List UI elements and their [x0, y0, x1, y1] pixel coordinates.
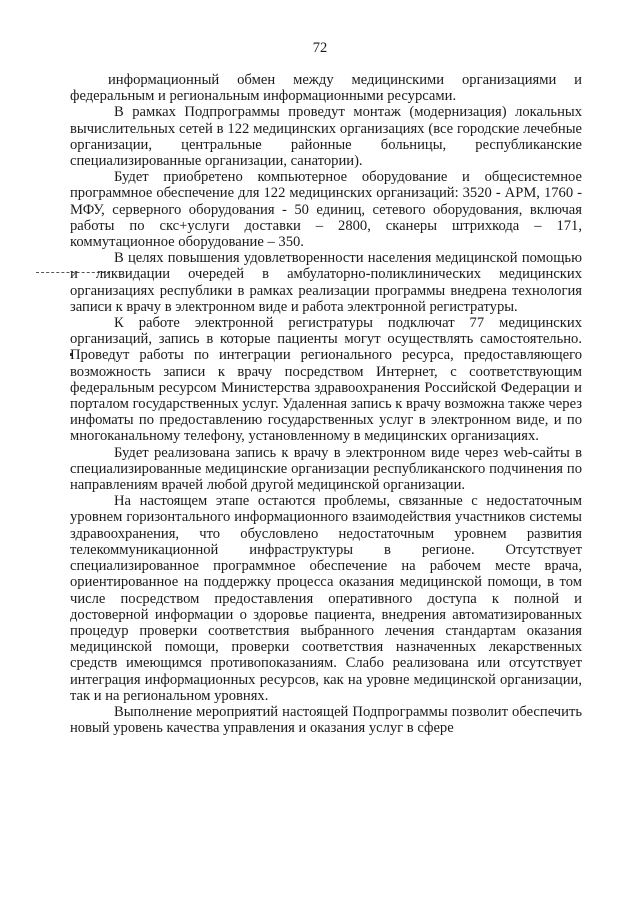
paragraph-outcome: Выполнение мероприятий настоящей Подпрограммы позволит обеспечить новый уровень качества управления и оказания услуг в сфере [70, 703, 582, 737]
page-number: 72 [312, 40, 328, 56]
paragraph-problems: На настоящем этапе остаются проблемы, связанные с недостаточным уровнем горизонтального информационного взаимодействия участников системы здравоохранения, что обусловлено недостаточным уровнем развития телекоммуникационной инфраструктуры в регионе. Отсутствует специализированное программное обеспечение на рабочем месте врача, ориентированное на поддержку процесса оказания медицинской помощи, в том числе посредством предоставления оперативного доступа к полной и достоверной информации о здоровье пациента, внедрения автоматизированных процедур проверки соответствия выбранного лечения стандартам оказания медицинской помощи, проверки соответствия назначенных лекарственных средств имеющимся противопоказаниям. Слабо реализована или отсутствует интеграция информационных ресурсов, как на уровне медицинской организации, так и на региональном уровнях. [70, 493, 582, 704]
paragraph-electronic-appointment: В целях повышения удовлетворенности населения медицинской помощью и ликвидации очередей в амбулаторно-поликлинических медицинских организациях республики в рамках реализации программы внедрена технология записи к врачу в электронном виде и работа электронной регистратуры. [70, 250, 582, 315]
paragraph-registry: К работе электронной регистратуры подключат 77 медицинских организаций, запись в которые пациенты могут осуществлять самостоятельно. Проведут работы по интеграции регионального ресурса, предоставляющего возможность записи к врачу посредством Интернет, с соответствующим федеральным ресурсом Министерства здравоохранения Российской Федерации и порталом государственных услуг. Удаленная запись к врачу возможна также через инфоматы по предоставлению государственных услуг в электронном виде, и по многоканальному телефону, установленному в медицинских организациях. [70, 315, 582, 445]
paragraph-continued: информационный обмен между медицинскими организациями и федеральным и региональным информационными ресурсами. [70, 72, 582, 105]
paragraph-equipment: Будет приобретено компьютерное оборудование и общесистемное программное обеспечение для 122 медицинских организаций: 3520 - АРМ, 1760 - МФУ, серверного оборудования - 50 единиц, сетевого оборудования, включая работы по скс+услуги доставки – 2800, сканеры штрихкода – 171, коммутационное оборудование – 350. [70, 169, 582, 251]
document-body [70, 72, 582, 736]
paragraph-web-sites: Будет реализована запись к врачу в электронном виде через web-сайты в специализированные медицинские организации республиканского подчинения по направлениям врачей любой другой медицинской организации. [70, 444, 582, 494]
paragraph-networks: В рамках Подпрограммы проведут монтаж (модернизация) локальных вычислительных сетей в 122 медицинских организациях (все городские лечебные организации, центральные районные больницы, республиканские специализированные организации, санатории). [70, 104, 582, 170]
